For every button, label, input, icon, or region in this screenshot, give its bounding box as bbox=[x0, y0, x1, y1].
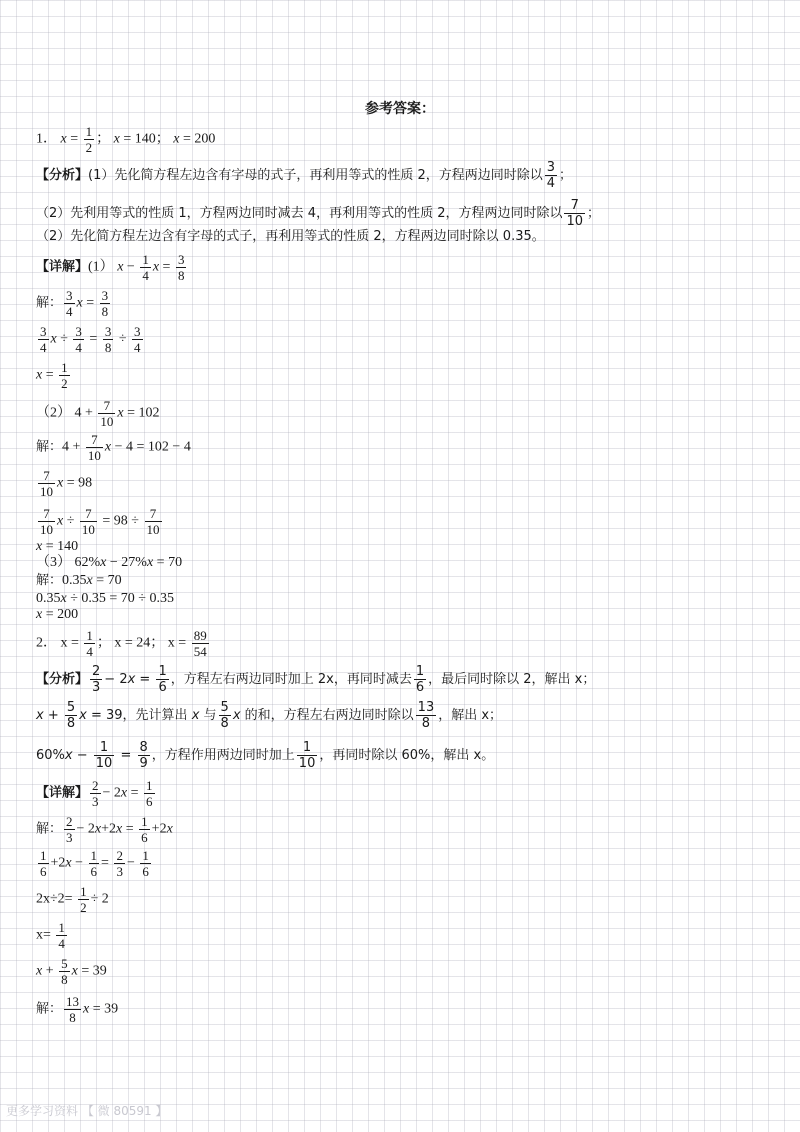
q2-analysis-1: 【分析】 $\frac{2}{3}$ − 2x = $\frac{1}{6}$ ，方程左右两边同时加上 2x，再同时减去 $\frac{1}{6}$ ，最后同时除以 2，解出 x； bbox=[36, 664, 596, 695]
q1-detail-8: $\frac{7}{10}$ x ÷ $\frac{7}{10}$ = 98 ÷ $\frac{7}{10}$ bbox=[40, 506, 160, 537]
q1-analysis-3: （2）先化简方程左边含有字母的式子，再利用等式的性质 2，方程两边同时除以 0.35。 bbox=[36, 229, 545, 244]
q1-detail-9: x = 140 bbox=[36, 539, 79, 554]
q1-answer: 1． x = $\frac{1}{2}$ ； x = 140； x = 200 bbox=[36, 124, 216, 155]
q2-detail-7: 解： $\frac{13}{8}$ x = 39 bbox=[36, 994, 119, 1025]
q1-analysis-1: 【分析】(1）先化简方程左边含有字母的式子，再利用等式的性质 2，方程两边同时除以 $\frac{3}{4}$ ； bbox=[36, 160, 573, 191]
q2-detail-2: 解： $\frac{2}{3}$ − 2x+2x = $\frac{1}{6}$ +2x bbox=[36, 814, 173, 845]
page-title: 参考答案： bbox=[365, 101, 435, 117]
q1-analysis-2: （2）先利用等式的性质 1，方程两边同时减去 4，再利用等式的性质 2，方程两边同时除以 $\frac{7}{10}$ ； bbox=[36, 198, 601, 229]
q1-detail-4: x = $\frac{1}{2}$ bbox=[36, 360, 68, 391]
q1-detail-1: 【详解】(1） x − $\frac{1}{4}$ x = $\frac{3}{8}$ bbox=[36, 252, 185, 283]
q2-detail-5: x= $\frac{1}{4}$ bbox=[36, 920, 65, 951]
q1-detail-10: （3） 62%x − 27%x = 70 bbox=[36, 555, 183, 570]
q1-detail-5: （2） 4 + $\frac{7}{10}$ x = 102 bbox=[36, 398, 160, 429]
q1-detail-3: $\frac{3}{4}$ x ÷ $\frac{3}{4}$ = $\frac{3}{8}$ ÷ $\frac{3}{4}$ bbox=[40, 324, 141, 355]
q1-detail-11: 解：0.35x = 70 bbox=[36, 573, 122, 588]
q2-analysis-3: 60%x − $\frac{1}{10}$ = $\frac{8}{9}$ ，方程作用两边同时加上 $\frac{1}{10}$ ，再同时除以 60%，解出 x。 bbox=[36, 740, 495, 771]
watermark-text: 更多学习资料 【 微 80591 】 bbox=[6, 1104, 168, 1118]
q2-detail-3: $\frac{1}{6}$ +2x − $\frac{1}{6}$ = $\frac{2}{3}$ − $\frac{1}{6}$ bbox=[40, 848, 149, 879]
q2-answer: 2． x = $\frac{1}{4}$ ； x = 24； x = $\frac{89}{54}$ bbox=[36, 628, 207, 659]
q1-detail-12: 0.35x ÷ 0.35 = 70 ÷ 0.35 bbox=[36, 591, 174, 606]
q2-detail-6: x + $\frac{5}{8}$ x = 39 bbox=[36, 956, 107, 987]
q1-detail-2: 解： $\frac{3}{4}$ x = $\frac{3}{8}$ bbox=[36, 288, 109, 319]
q2-detail-1: 【详解】 $\frac{2}{3}$ − 2x = $\frac{1}{6}$ bbox=[36, 778, 153, 809]
q1-detail-6: 解：4 + $\frac{7}{10}$ x − 4 = 102 − 4 bbox=[36, 432, 191, 463]
q2-analysis-2: x + $\frac{5}{8}$ x = 39，先计算出 x 与 $\frac{5}{8}$ x 的和，方程左右两边同时除以 $\frac{13}{8}$ ，解出 x； bbox=[36, 700, 503, 731]
q2-detail-4: 2x÷2= $\frac{1}{2}$ ÷ 2 bbox=[36, 884, 109, 915]
q1-detail-7: $\frac{7}{10}$ x = 98 bbox=[40, 468, 93, 499]
q1-detail-13: x = 200 bbox=[36, 607, 79, 622]
